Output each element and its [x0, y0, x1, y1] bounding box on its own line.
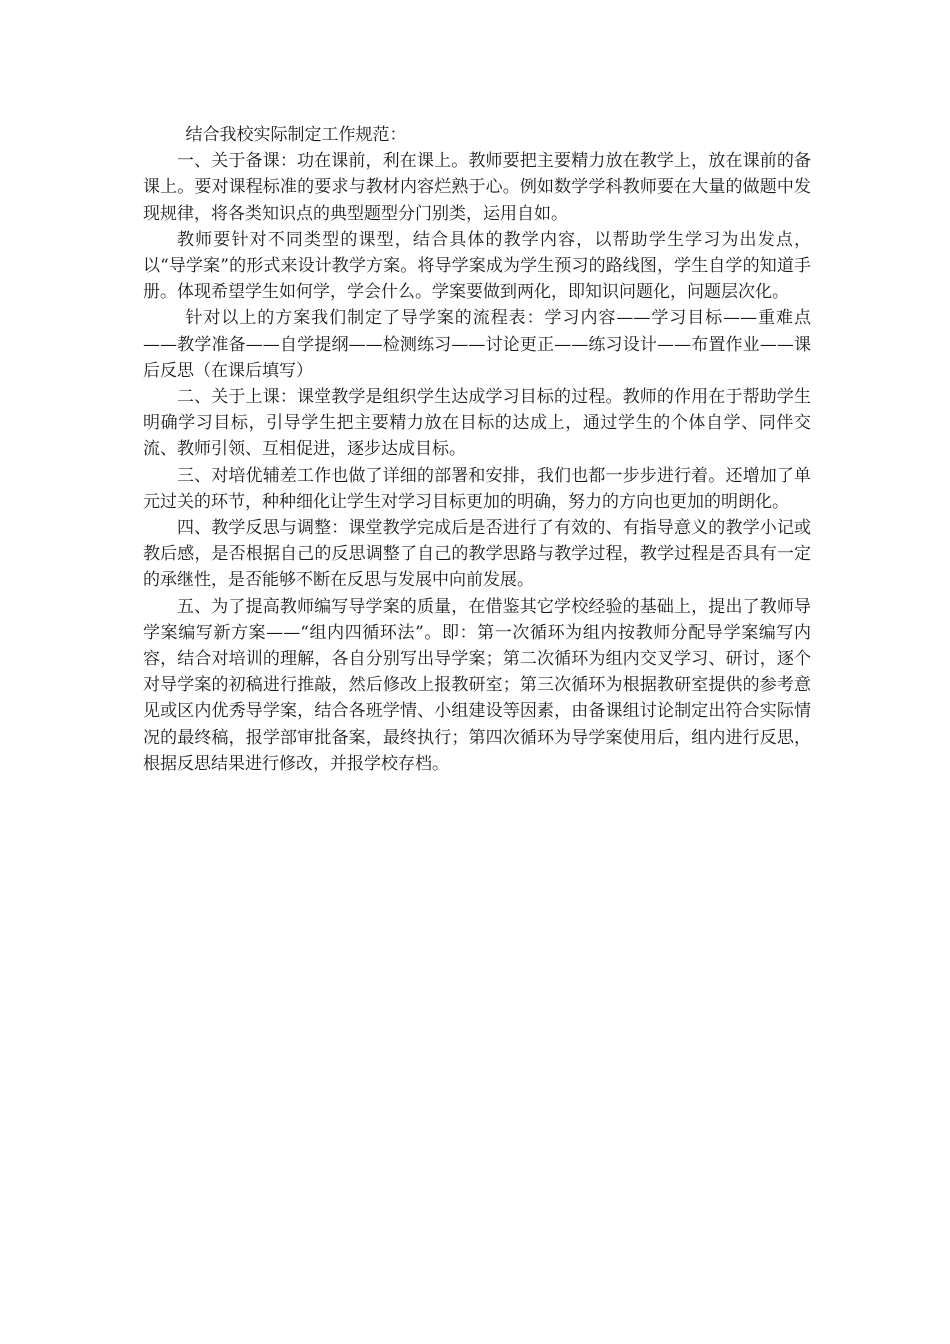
- section-one-paragraph: 一、关于备课：功在课前，利在课上。教师要把主要精力放在教学上，放在课前的备课上。要对课程标准的要求与教材内容烂熟于心。例如数学学科教师要在大量的做题中发现规律，将各类知识点的典型题型分门别类，运用自如。: [143, 151, 811, 224]
- section-four-paragraph: 四、教学反思与调整：课堂教学完成后是否进行了有效的、有指导意义的教学小记或教后感，是否根据自己的反思调整了自己的教学思路与教学过程，教学过程是否具有一定的承继性，是否能够不断在反思与发展中向前发展。: [143, 518, 811, 591]
- document-body: [143, 122, 811, 777]
- lesson-plan-paragraph: 教师要针对不同类型的课型，结合具体的教学内容，以帮助学生学习为出发点，以“导学案”的形式来设计教学方案。将导学案成为学生预习的路线图，学生自学的知道手册。体现希望学生如何学，学会什么。学案要做到两化，即知识问题化，问题层次化。: [143, 229, 811, 303]
- flowchart-paragraph: 针对以上的方案我们制定了导学案的流程表：学习内容——学习目标——重难点——教学准备——自学提纲——检测练习——讨论更正——练习设计——布置作业——课后反思（在课后填写）: [143, 308, 811, 381]
- section-three-paragraph: 三、对培优辅差工作也做了详细的部署和安排，我们也都一步步进行着。还增加了单元过关的环节，种种细化让学生对学习目标更加的明确，努力的方向也更加的明朗化。: [143, 465, 811, 512]
- section-two-paragraph: 二、关于上课：课堂教学是组织学生达成学习目标的过程。教师的作用在于帮助学生明确学习目标，引导学生把主要精力放在目标的达成上，通过学生的个体自学、同伴交流、教师引领、互相促进，逐步达成目标。: [143, 387, 811, 460]
- intro-paragraph: 结合我校实际制定工作规范：: [185, 125, 407, 145]
- section-five-paragraph: 五、为了提高教师编写导学案的质量，在借鉴其它学校经验的基础上，提出了教师导学案编写新方案——“组内四循环法”。即：第一次循环为组内按教师分配导学案编写内容，结合对培训的理解，各自分别写出导学案；第二次循环为组内交叉学习、研讨，逐个对导学案的初稿进行推敲，然后修改上报教研室；第三次循环为根据教研室提供的参考意见或区内优秀导学案，结合各班学情、小组建设等因素，由备课组讨论制定出符合实际情况的最终稿，报学部审批备案，最终执行；第四次循环为导学案使用后，组内进行反思，根据反思结果进行修改，并报学校存档。: [143, 596, 811, 774]
